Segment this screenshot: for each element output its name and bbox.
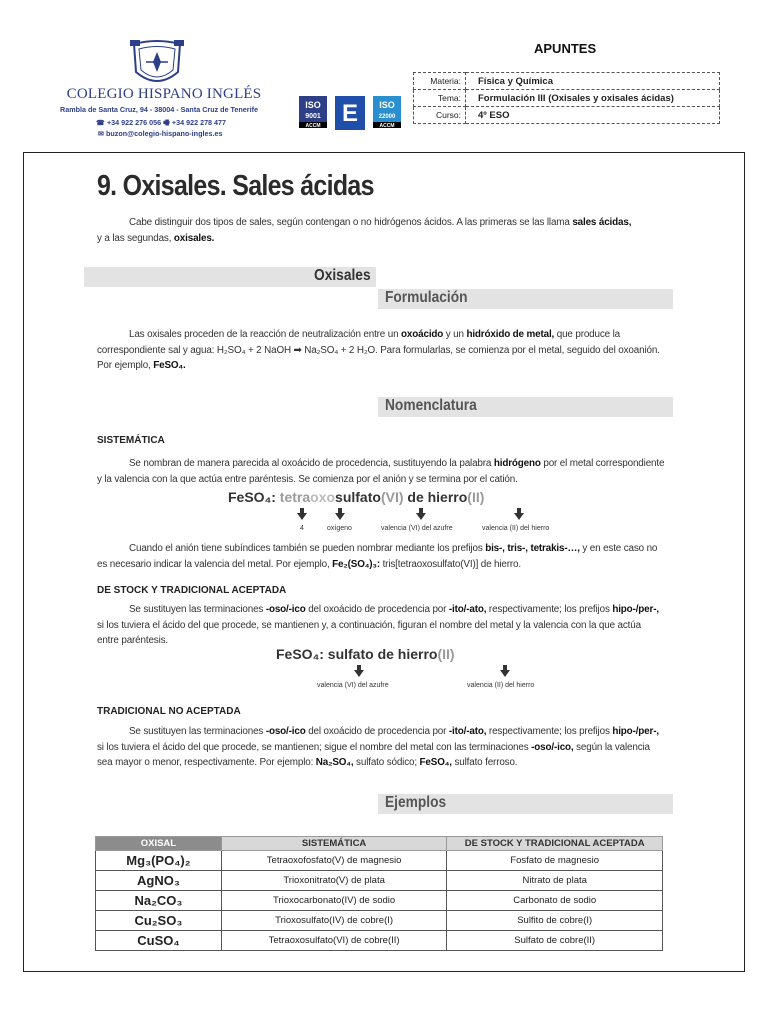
table-row <box>96 911 663 931</box>
subject-info-table <box>413 72 720 124</box>
ejemplos-heading: Ejemplos <box>385 794 447 811</box>
systematic-name: Trioxosulfato(IV) de cobre(I) <box>221 911 447 931</box>
sistematica-prefix-paragraph: Cuando el anión tiene subíndices también se pueden nombrar mediante los prefijos bis-, tris-, tetrakis-…, y en este caso no es necesario indicar la valencia del metal. Por ejemplo, Fe₂(SO₄)₃: tris[tetraoxosulfato(VI)] de hierro. <box>97 543 658 570</box>
iso-9001-certificate-logo <box>298 95 328 133</box>
svg-text:ACCM: ACCM <box>379 123 395 129</box>
svg-text:22000: 22000 <box>378 114 396 120</box>
arrow-down-icon <box>354 670 364 677</box>
school-crest-logo <box>128 38 186 90</box>
stock-heading: DE STOCK Y TRADICIONAL ACEPTADA <box>97 585 287 596</box>
sistematica-formula: FeSO₄: tetraoxosulfato(VI) de hierro(II) <box>228 489 485 505</box>
info-value: Formulación III (Oxisales y oxisales ácidas) <box>466 90 720 107</box>
arrow-down-icon <box>335 513 345 520</box>
svg-text:ACCM: ACCM <box>305 123 321 129</box>
arrow-down-icon <box>514 513 524 520</box>
formulacion-heading: Formulación <box>385 289 468 306</box>
tradicional-heading: TRADICIONAL NO ACEPTADA <box>97 706 241 717</box>
examples-table <box>95 836 663 951</box>
stock-name: Sulfito de cobre(I) <box>447 911 663 931</box>
document-type-label: APUNTES <box>534 41 597 56</box>
oxisal-formula: CuSO₄ <box>96 931 222 951</box>
info-row-materia <box>414 73 720 90</box>
systematic-name: Tetraoxosulfato(VI) de cobre(II) <box>221 931 447 951</box>
sistematica-paragraph: Se nombran de manera parecida al oxoácido de procedencia, sustituyendo la palabra hidrógeno por el metal correspondiente y la valencia con la que actúa entre paréntesis. Se comienza por el anión y se termina por el catión. <box>97 458 665 485</box>
intro-paragraph: Cabe distinguir dos tipos de sales, según contengan o no hidrógenos ácidos. A las primeras se las llama sales ácidas, y a las segundas, oxisales. <box>97 217 632 244</box>
oxisal-formula: Na₂CO₃ <box>96 891 222 911</box>
formula-annotation: valencia (VI) del azufre <box>381 525 453 532</box>
column-header: OXISAL <box>96 837 222 851</box>
formula-annotation: valencia (II) del hierro <box>467 682 535 689</box>
systematic-name: Trioxonitrato(V) de plata <box>221 871 447 891</box>
oxisal-formula: Mg₃(PO₄)₂ <box>96 851 222 871</box>
nomenclatura-heading: Nomenclatura <box>385 397 477 414</box>
systematic-name: Trioxocarbonato(IV) de sodio <box>221 891 447 911</box>
oxisal-formula: AgNO₃ <box>96 871 222 891</box>
section-title: 9. Oxisales. Sales ácidas <box>97 170 374 202</box>
table-row <box>96 851 663 871</box>
svg-text:9001: 9001 <box>305 113 321 120</box>
tradicional-paragraph: Se sustituyen las terminaciones -oso/-ico del oxoácido de procedencia por -ito/-ato, respectivamente; los prefijos hipo-/per-, si los tuviera el ácido del que procede, se mantienen; sigue el nombre del metal con las terminaciones -oso/-ico, según la valencia sea mayor o menor, respectivamente. Por ejemplo: Na₂SO₄, sulfato sódico; FeSO₄, sulfato ferroso. <box>97 726 659 768</box>
sistematica-heading: SISTEMÁTICA <box>97 435 165 446</box>
stock-formula: FeSO₄: sulfato de hierro(II) <box>276 646 455 662</box>
info-value: Física y Química <box>466 73 720 90</box>
formulacion-paragraph: Las oxisales proceden de la reacción de neutralización entre un oxoácido y un hidróxido de metal, que produce la correspondiente sal y agua: H₂SO₄ + 2 NaOH ➡ Na₂SO₄ + 2 H₂O. Para formularlas, se comienza por el metal, seguido del oxoanión. Por ejemplo, FeSO₄. <box>97 329 660 371</box>
column-header: SISTEMÁTICA <box>221 837 447 851</box>
arrow-down-icon <box>416 513 426 520</box>
info-key: Tema: <box>414 90 466 107</box>
stock-name: Carbonato de sodio <box>447 891 663 911</box>
stock-name: Sulfato de cobre(II) <box>447 931 663 951</box>
table-row <box>96 931 663 951</box>
info-row-curso <box>414 107 720 124</box>
svg-text:ISO: ISO <box>305 100 321 110</box>
school-phone: ☎ +34 922 276 056 🖷 +34 922 278 477 <box>96 118 227 127</box>
svg-text:E: E <box>341 100 359 127</box>
oxisales-heading: Oxisales <box>314 267 371 284</box>
info-key: Curso: <box>414 107 466 124</box>
stock-name: Nitrato de plata <box>447 871 663 891</box>
formula-annotation: valencia (VI) del azufre <box>317 682 389 689</box>
table-header-row <box>96 837 663 851</box>
stock-name: Fosfato de magnesio <box>447 851 663 871</box>
formula-annotation: 4 <box>300 525 304 532</box>
column-header: DE STOCK Y TRADICIONAL ACEPTADA <box>447 837 663 851</box>
table-row <box>96 871 663 891</box>
school-name: COLEGIO HISPANO INGLÉS <box>66 86 262 102</box>
formula-annotation: oxígeno <box>327 525 352 532</box>
school-address: Rambla de Santa Cruz, 94 - 38004 - Santa Cruz de Tenerife <box>60 105 258 114</box>
arrow-down-icon <box>297 513 307 520</box>
school-email: ✉ buzon@colegio-hispano-ingles.es <box>98 129 223 138</box>
svg-text:ISO: ISO <box>379 100 395 110</box>
iso-22000-certificate-logo <box>372 95 402 133</box>
oxisal-formula: Cu₂SO₃ <box>96 911 222 931</box>
info-value: 4º ESO <box>466 107 720 124</box>
excellence-e-logo <box>334 95 366 133</box>
info-row-tema <box>414 90 720 107</box>
arrow-down-icon <box>500 670 510 677</box>
formula-annotation: valencia (II) del hierro <box>482 525 550 532</box>
systematic-name: Tetraoxofosfato(V) de magnesio <box>221 851 447 871</box>
info-key: Materia: <box>414 73 466 90</box>
stock-paragraph: Se sustituyen las terminaciones -oso/-ico del oxoácido de procedencia por -ito/-ato, respectivamente; los prefijos hipo-/per-, si los tuviera el ácido del que procede, se mantienen y, a continuación, figuran el nombre del metal y la valencia con la que actúa entre paréntesis. <box>97 604 659 646</box>
table-row <box>96 891 663 911</box>
